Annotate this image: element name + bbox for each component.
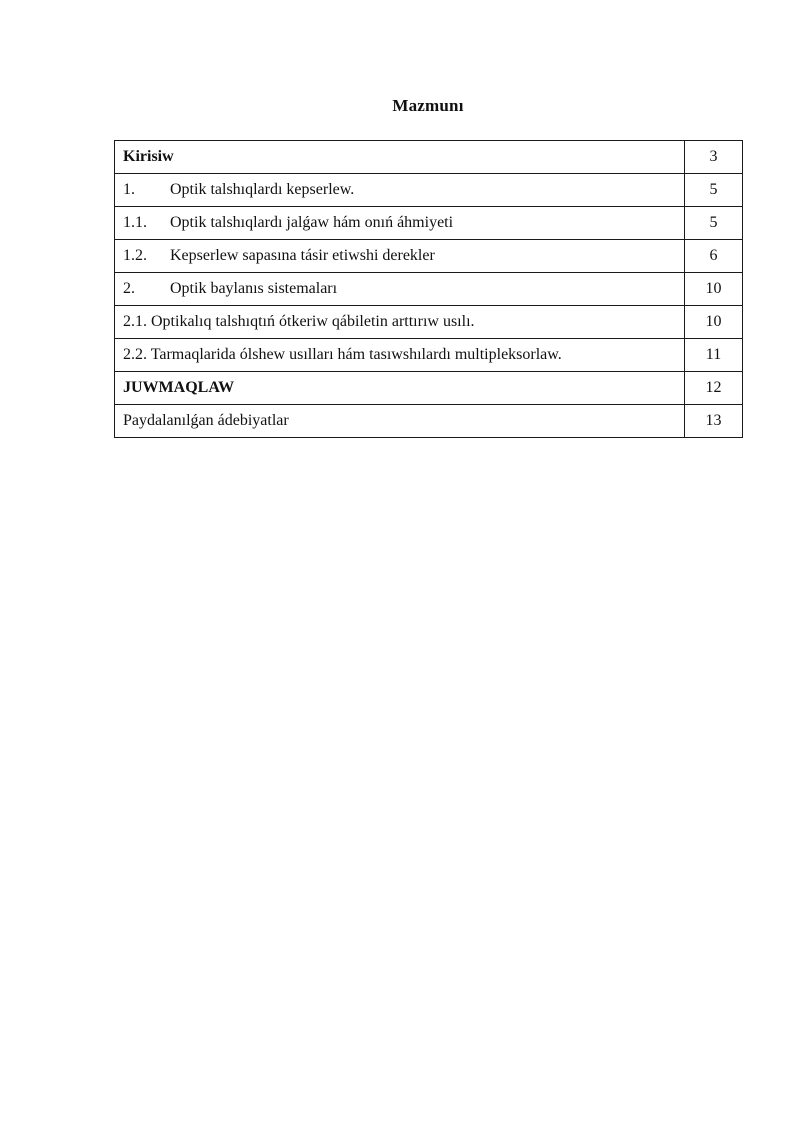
table-of-contents	[114, 140, 743, 438]
toc-entry-page: 12	[685, 372, 743, 405]
toc-entry-label: 2.1. Optikalıq talshıqtıń ótkeriw qábiletin arttırıw usılı.	[115, 306, 685, 339]
toc-row-juwmaqlaw	[115, 372, 743, 405]
toc-entry-number: 1.	[123, 181, 135, 198]
toc-entry-page: 13	[685, 405, 743, 438]
toc-row-2	[115, 273, 743, 306]
toc-entry-label: 1.1. Optik talshıqlardı jalǵaw hám onıń áhmiyeti	[115, 207, 685, 240]
toc-entry-label: 2.2. Tarmaqlarida ólshew usılları hám tasıwshılardı multipleksorlaw.	[115, 339, 685, 372]
toc-entry-number: 1.1.	[123, 214, 147, 231]
toc-entry-page: 3	[685, 141, 743, 174]
toc-row-1-1	[115, 207, 743, 240]
toc-entry-page: 10	[685, 306, 743, 339]
toc-row-kirisiw	[115, 141, 743, 174]
toc-row-2-2	[115, 339, 743, 372]
toc-entry-page: 5	[685, 174, 743, 207]
toc-entry-page: 5	[685, 207, 743, 240]
toc-entry-label: 2. Optik baylanıs sistemaları	[115, 273, 685, 306]
toc-entry-label: Paydalanılǵan ádebiyatlar	[115, 405, 685, 438]
toc-entry-page: 11	[685, 339, 743, 372]
toc-entry-page: 6	[685, 240, 743, 273]
toc-entry-label: JUWMAQLAW	[115, 372, 685, 405]
toc-entry-label: 1.2. Kepserlew sapasına tásir etiwshi derekler	[115, 240, 685, 273]
page-title: Mazmunı	[392, 96, 464, 115]
toc-entry-label: 1. Optik talshıqlardı kepserlew.	[115, 174, 685, 207]
toc-entry-number: 1.2.	[123, 247, 147, 264]
toc-entry-number: 2.	[123, 280, 135, 297]
toc-row-references	[115, 405, 743, 438]
toc-entry-label: Kirisiw	[115, 141, 685, 174]
toc-row-2-1	[115, 306, 743, 339]
toc-row-1	[115, 174, 743, 207]
toc-entry-page: 10	[685, 273, 743, 306]
toc-row-1-2	[115, 240, 743, 273]
